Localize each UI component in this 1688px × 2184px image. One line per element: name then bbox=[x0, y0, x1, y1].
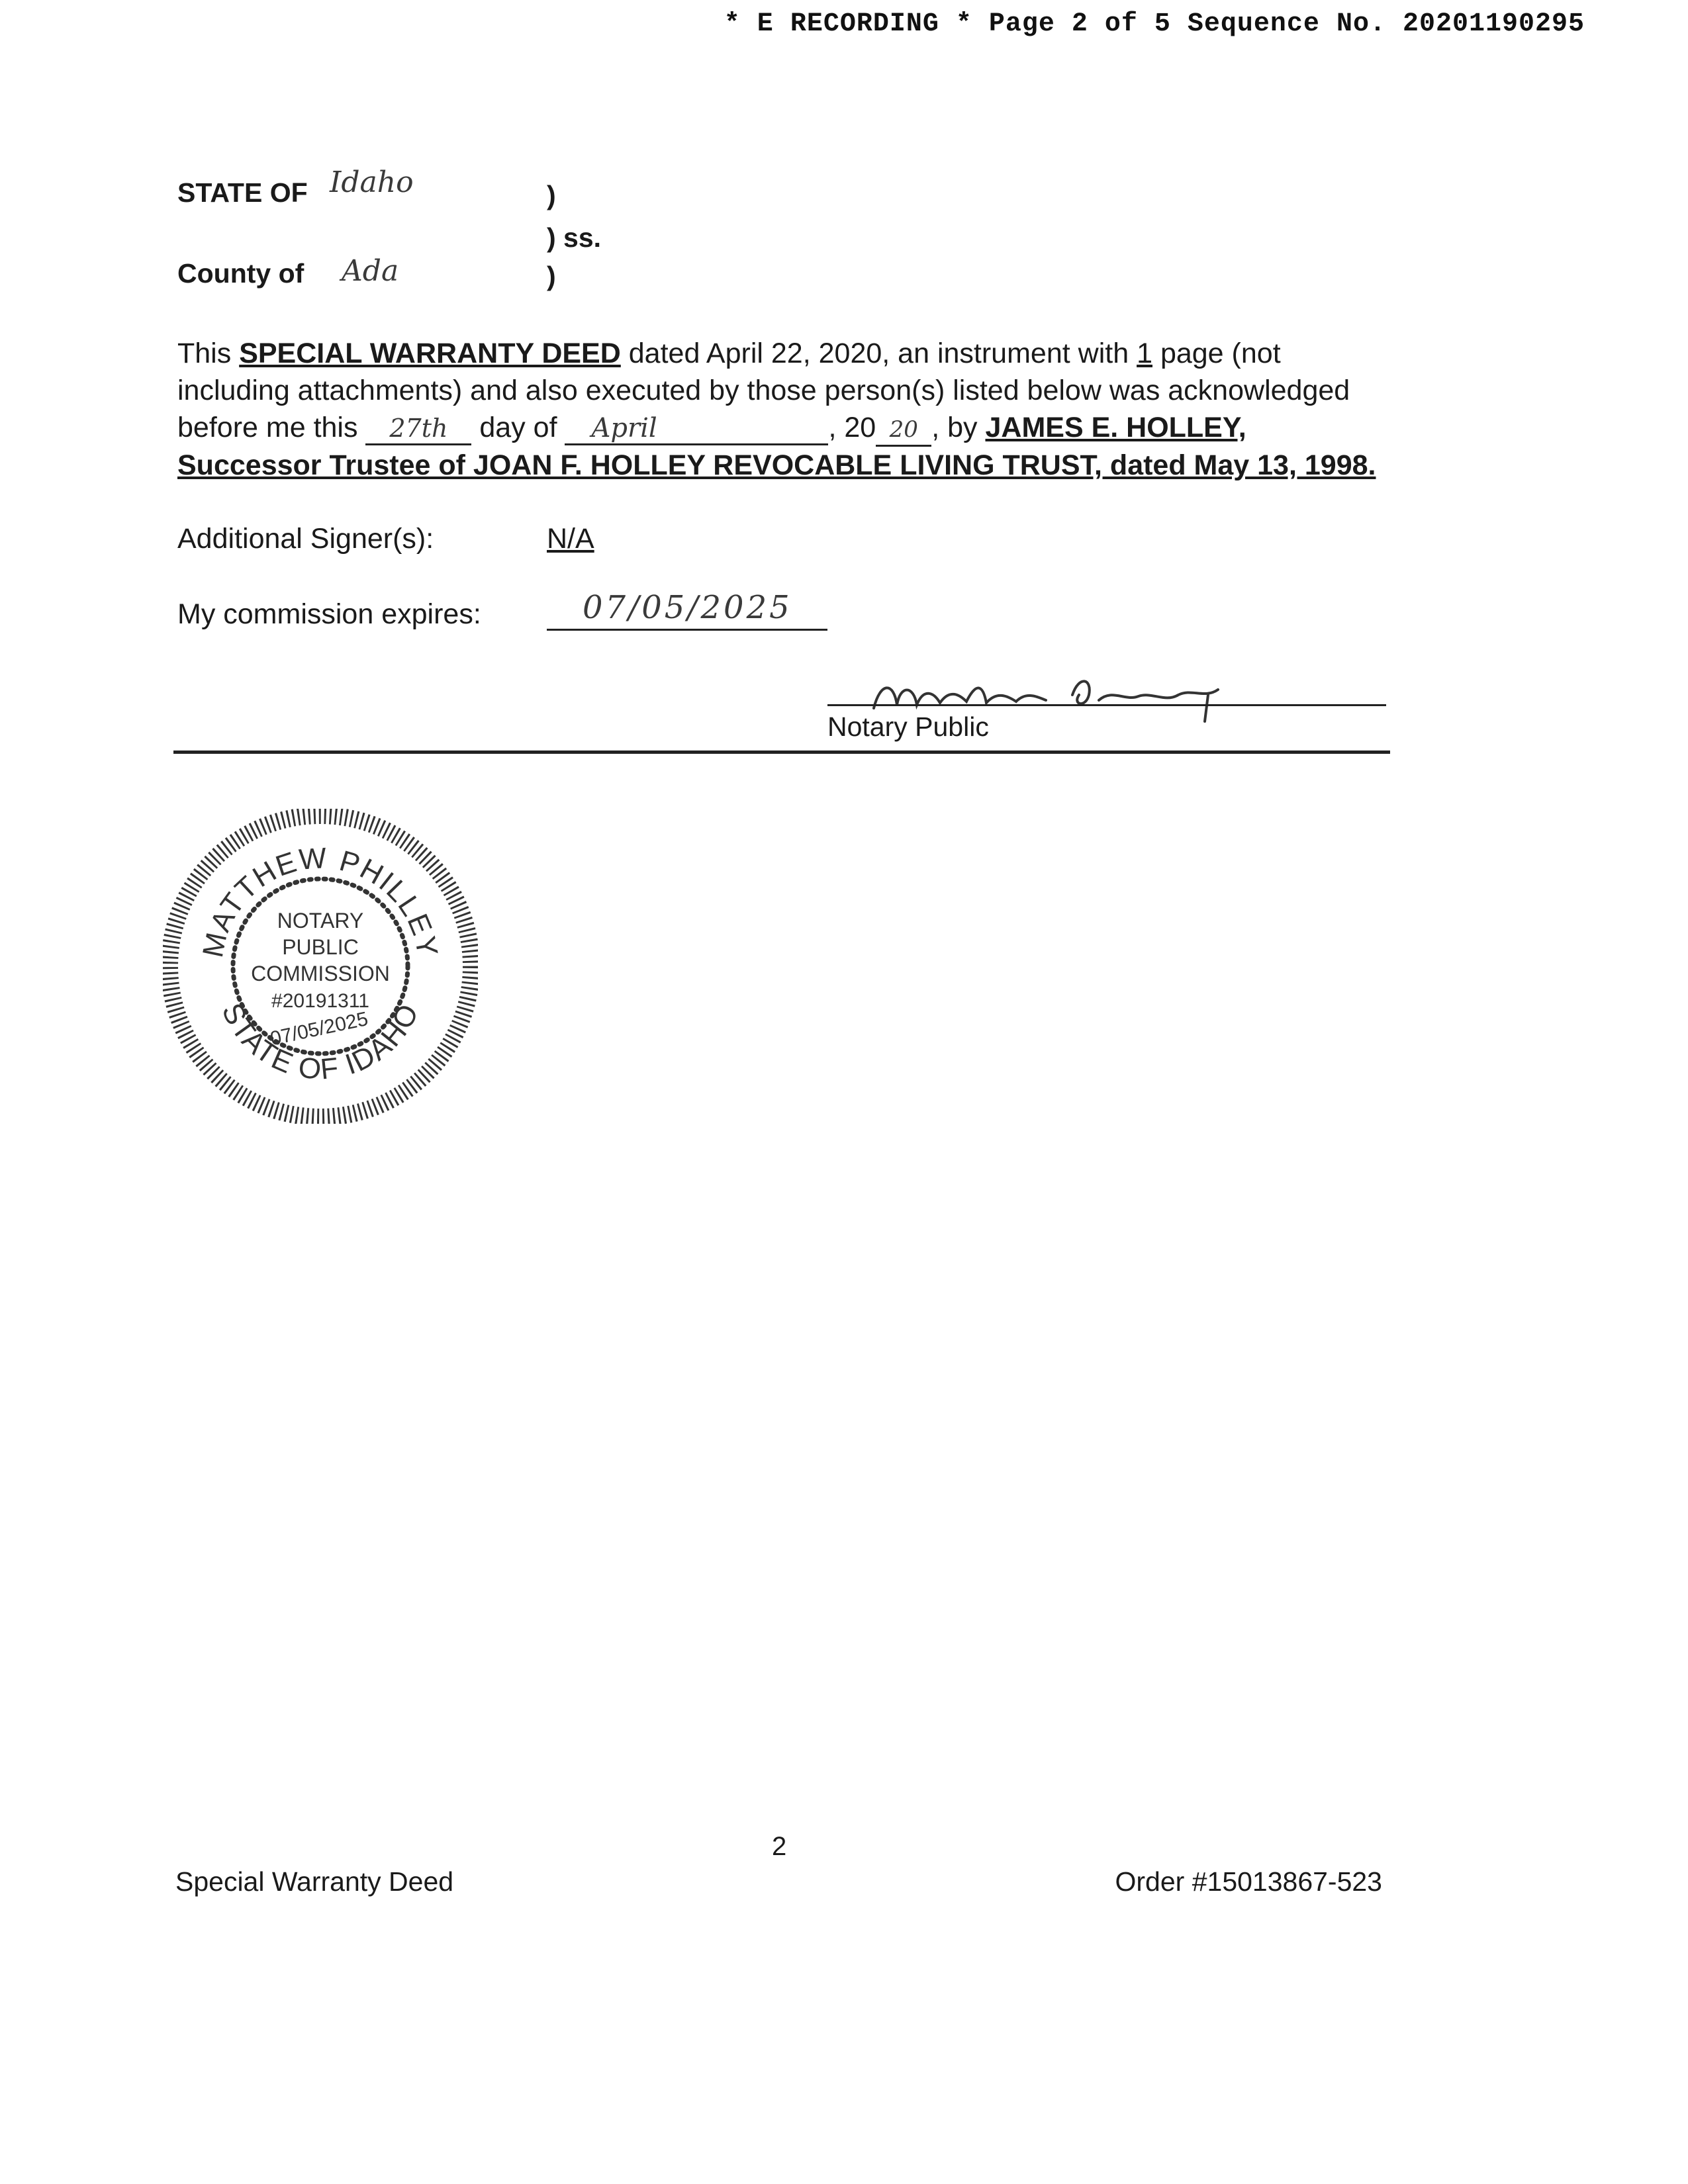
day-field: 27th bbox=[365, 413, 471, 445]
footer-document-name: Special Warranty Deed bbox=[175, 1866, 454, 1897]
recording-header: * E RECORDING * Page 2 of 5 Sequence No. 20201190295 bbox=[724, 9, 1585, 39]
county-value: Ada bbox=[342, 254, 399, 288]
this-word: This bbox=[177, 338, 232, 369]
seal-line-public: PUBLIC bbox=[282, 935, 359, 959]
additional-signers-label: Additional Signer(s): bbox=[177, 523, 434, 555]
venue-paren-top: ) bbox=[547, 180, 556, 210]
seal-expiry: 07/05/2025 bbox=[268, 1007, 370, 1050]
day-of-text: day of bbox=[479, 412, 557, 443]
year-prefix: , 20 bbox=[828, 412, 876, 443]
page-count: 1 bbox=[1137, 338, 1152, 369]
section-rule bbox=[173, 751, 1390, 754]
acknowledgment-paragraph bbox=[177, 335, 1382, 484]
seal-line-notary: NOTARY bbox=[277, 909, 364, 933]
page-number: 2 bbox=[772, 1832, 787, 1861]
state-label: STATE OF bbox=[177, 177, 308, 208]
county-label: County of bbox=[177, 258, 305, 289]
seal-commission-number: #20191311 bbox=[271, 990, 369, 1012]
month-field: April bbox=[565, 413, 828, 445]
dated-text: dated April 22, 2020, an instrument with bbox=[628, 338, 1129, 369]
year-field: 20 bbox=[876, 414, 931, 447]
additional-signers-value: N/A bbox=[547, 523, 594, 555]
by-text: , by bbox=[931, 412, 978, 443]
commission-expires-value: 07/05/2025 bbox=[583, 589, 792, 626]
seal-name: MATTHEW PHILLEY bbox=[196, 841, 444, 960]
footer-order-number: Order #15013867-523 bbox=[1115, 1866, 1382, 1897]
commission-expires-label: My commission expires: bbox=[177, 598, 481, 630]
notary-public-label: Notary Public bbox=[827, 711, 989, 742]
pages-text: page (not including attachments) and also executed by those person(s) listed below was acknowledged before me bbox=[177, 338, 1350, 443]
this-word-2: this bbox=[313, 412, 358, 443]
document-title: SPECIAL WARRANTY DEED bbox=[239, 338, 621, 369]
seal-line-commission: COMMISSION bbox=[251, 962, 390, 985]
commission-underline bbox=[547, 629, 827, 631]
notary-seal bbox=[163, 809, 478, 1124]
state-value: Idaho bbox=[330, 165, 414, 199]
signer-name: JAMES E. HOLLEY, Successor Trustee of JOAN F. HOLLEY REVOCABLE LIVING TRUST, dated May 13, 1998. bbox=[177, 412, 1376, 481]
ss-label: ) ss. bbox=[547, 222, 602, 253]
signature-line bbox=[827, 704, 1386, 706]
seal-state: STATE OF IDAHO bbox=[215, 998, 426, 1086]
venue-paren-bottom: ) bbox=[547, 261, 556, 291]
